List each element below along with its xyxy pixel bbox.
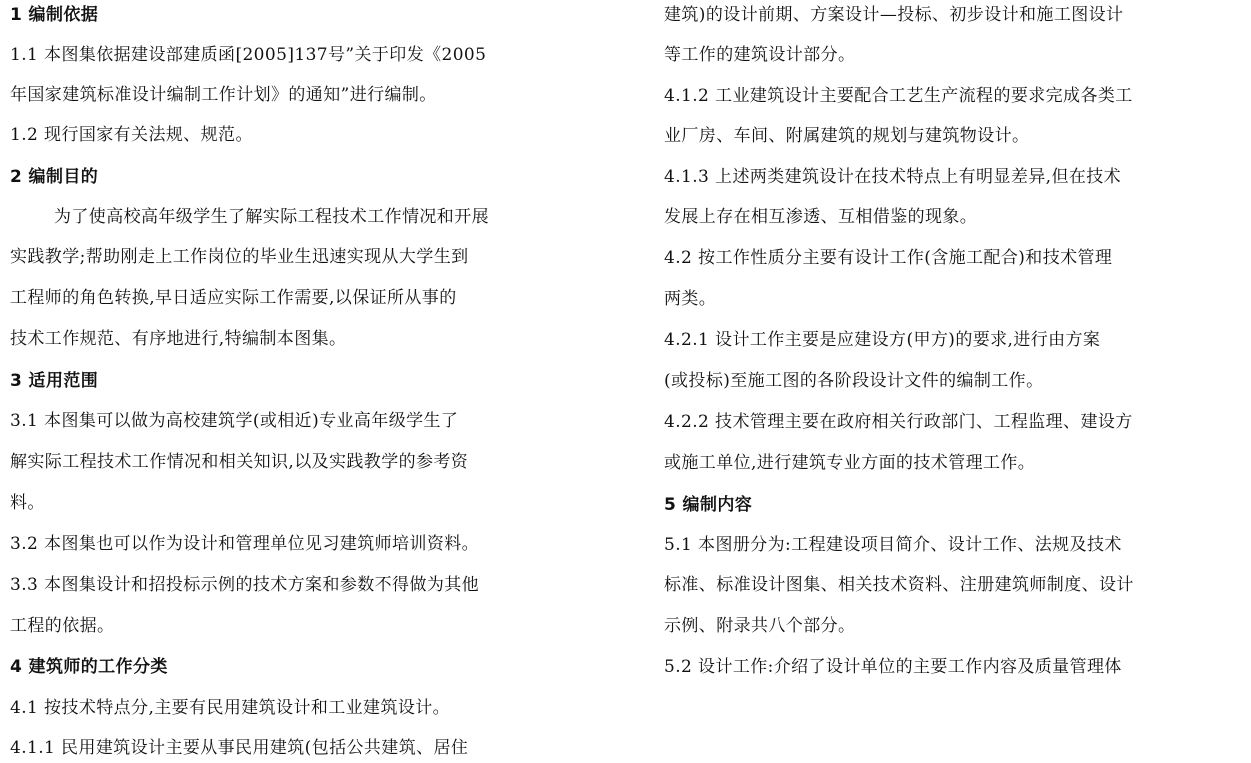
paragraph-line: 5.1 本图册分为:工程建设项目简介、设计工作、法规及技术	[664, 535, 1122, 555]
section-heading: 1 编制依据	[10, 5, 99, 25]
paragraph-line: 或施工单位,进行建筑专业方面的技术管理工作。	[664, 453, 1036, 473]
section-heading: 2 编制目的	[10, 167, 99, 187]
paragraph-line: 3.3 本图集设计和招投标示例的技术方案和参数不得做为其他	[10, 575, 480, 595]
paragraph-line: 4.2.2 技术管理主要在政府相关行政部门、工程监理、建设方	[664, 412, 1133, 432]
right-column	[664, 0, 1248, 763]
paragraph-line: 实践教学;帮助刚走上工作岗位的毕业生迅速实现从大学生到	[10, 247, 469, 267]
paragraph-line: 5.2 设计工作:介绍了设计单位的主要工作内容及质量管理体	[664, 657, 1122, 677]
paragraph-line: 等工作的建筑设计部分。	[664, 45, 856, 65]
paragraph-line: 4.1.2 工业建筑设计主要配合工艺生产流程的要求完成各类工	[664, 86, 1133, 106]
paragraph-line: 3.2 本图集也可以作为设计和管理单位见习建筑师培训资料。	[10, 534, 480, 554]
paragraph-line: 技术工作规范、有序地进行,特编制本图集。	[10, 329, 347, 349]
paragraph-line: 业厂房、车间、附属建筑的规划与建筑物设计。	[664, 126, 1030, 146]
paragraph-line: 发展上存在相互渗透、互相借鉴的现象。	[664, 207, 978, 227]
paragraph-line: 工程的依据。	[10, 616, 115, 636]
paragraph-line: 4.1.3 上述两类建筑设计在技术特点上有明显差异,但在技术	[664, 167, 1122, 187]
paragraph-line: 1.1 本图集依据建设部建质函[2005]137号”关于印发《2005	[10, 45, 487, 65]
section-heading: 3 适用范围	[10, 371, 99, 391]
paragraph-line: 为了使高校高年级学生了解实际工程技术工作情况和开展	[54, 207, 489, 227]
paragraph-line: 料。	[10, 493, 45, 513]
paragraph-line: (或投标)至施工图的各阶段设计文件的编制工作。	[664, 371, 1044, 391]
paragraph-line: 3.1 本图集可以做为高校建筑学(或相近)专业高年级学生了	[10, 411, 459, 431]
paragraph-line: 工程师的角色转换,早日适应实际工作需要,以保证所从事的	[10, 288, 457, 308]
section-heading: 5 编制内容	[664, 495, 753, 515]
paragraph-line: 4.2.1 设计工作主要是应建设方(甲方)的要求,进行由方案	[664, 330, 1101, 350]
paragraph-line: 示例、附录共八个部分。	[664, 616, 856, 636]
paragraph-line: 解实际工程技术工作情况和相关知识,以及实践教学的参考资	[10, 452, 469, 472]
paragraph-line: 4.1.1 民用建筑设计主要从事民用建筑(包括公共建筑、居住	[10, 738, 469, 758]
paragraph-line: 1.2 现行国家有关法规、规范。	[10, 125, 253, 145]
section-heading: 4 建筑师的工作分类	[10, 657, 168, 677]
paragraph-line: 4.2 按工作性质分主要有设计工作(含施工配合)和技术管理	[664, 248, 1113, 268]
paragraph-line: 建筑)的设计前期、方案设计—投标、初步设计和施工图设计	[664, 5, 1124, 25]
paragraph-line: 年国家建筑标准设计编制工作计划》的通知”进行编制。	[10, 85, 437, 105]
left-column	[10, 0, 580, 763]
paragraph-line: 两类。	[664, 289, 717, 309]
paragraph-line: 4.1 按技术特点分,主要有民用建筑设计和工业建筑设计。	[10, 698, 451, 718]
paragraph-line: 标准、标准设计图集、相关技术资料、注册建筑师制度、设计	[664, 575, 1134, 595]
